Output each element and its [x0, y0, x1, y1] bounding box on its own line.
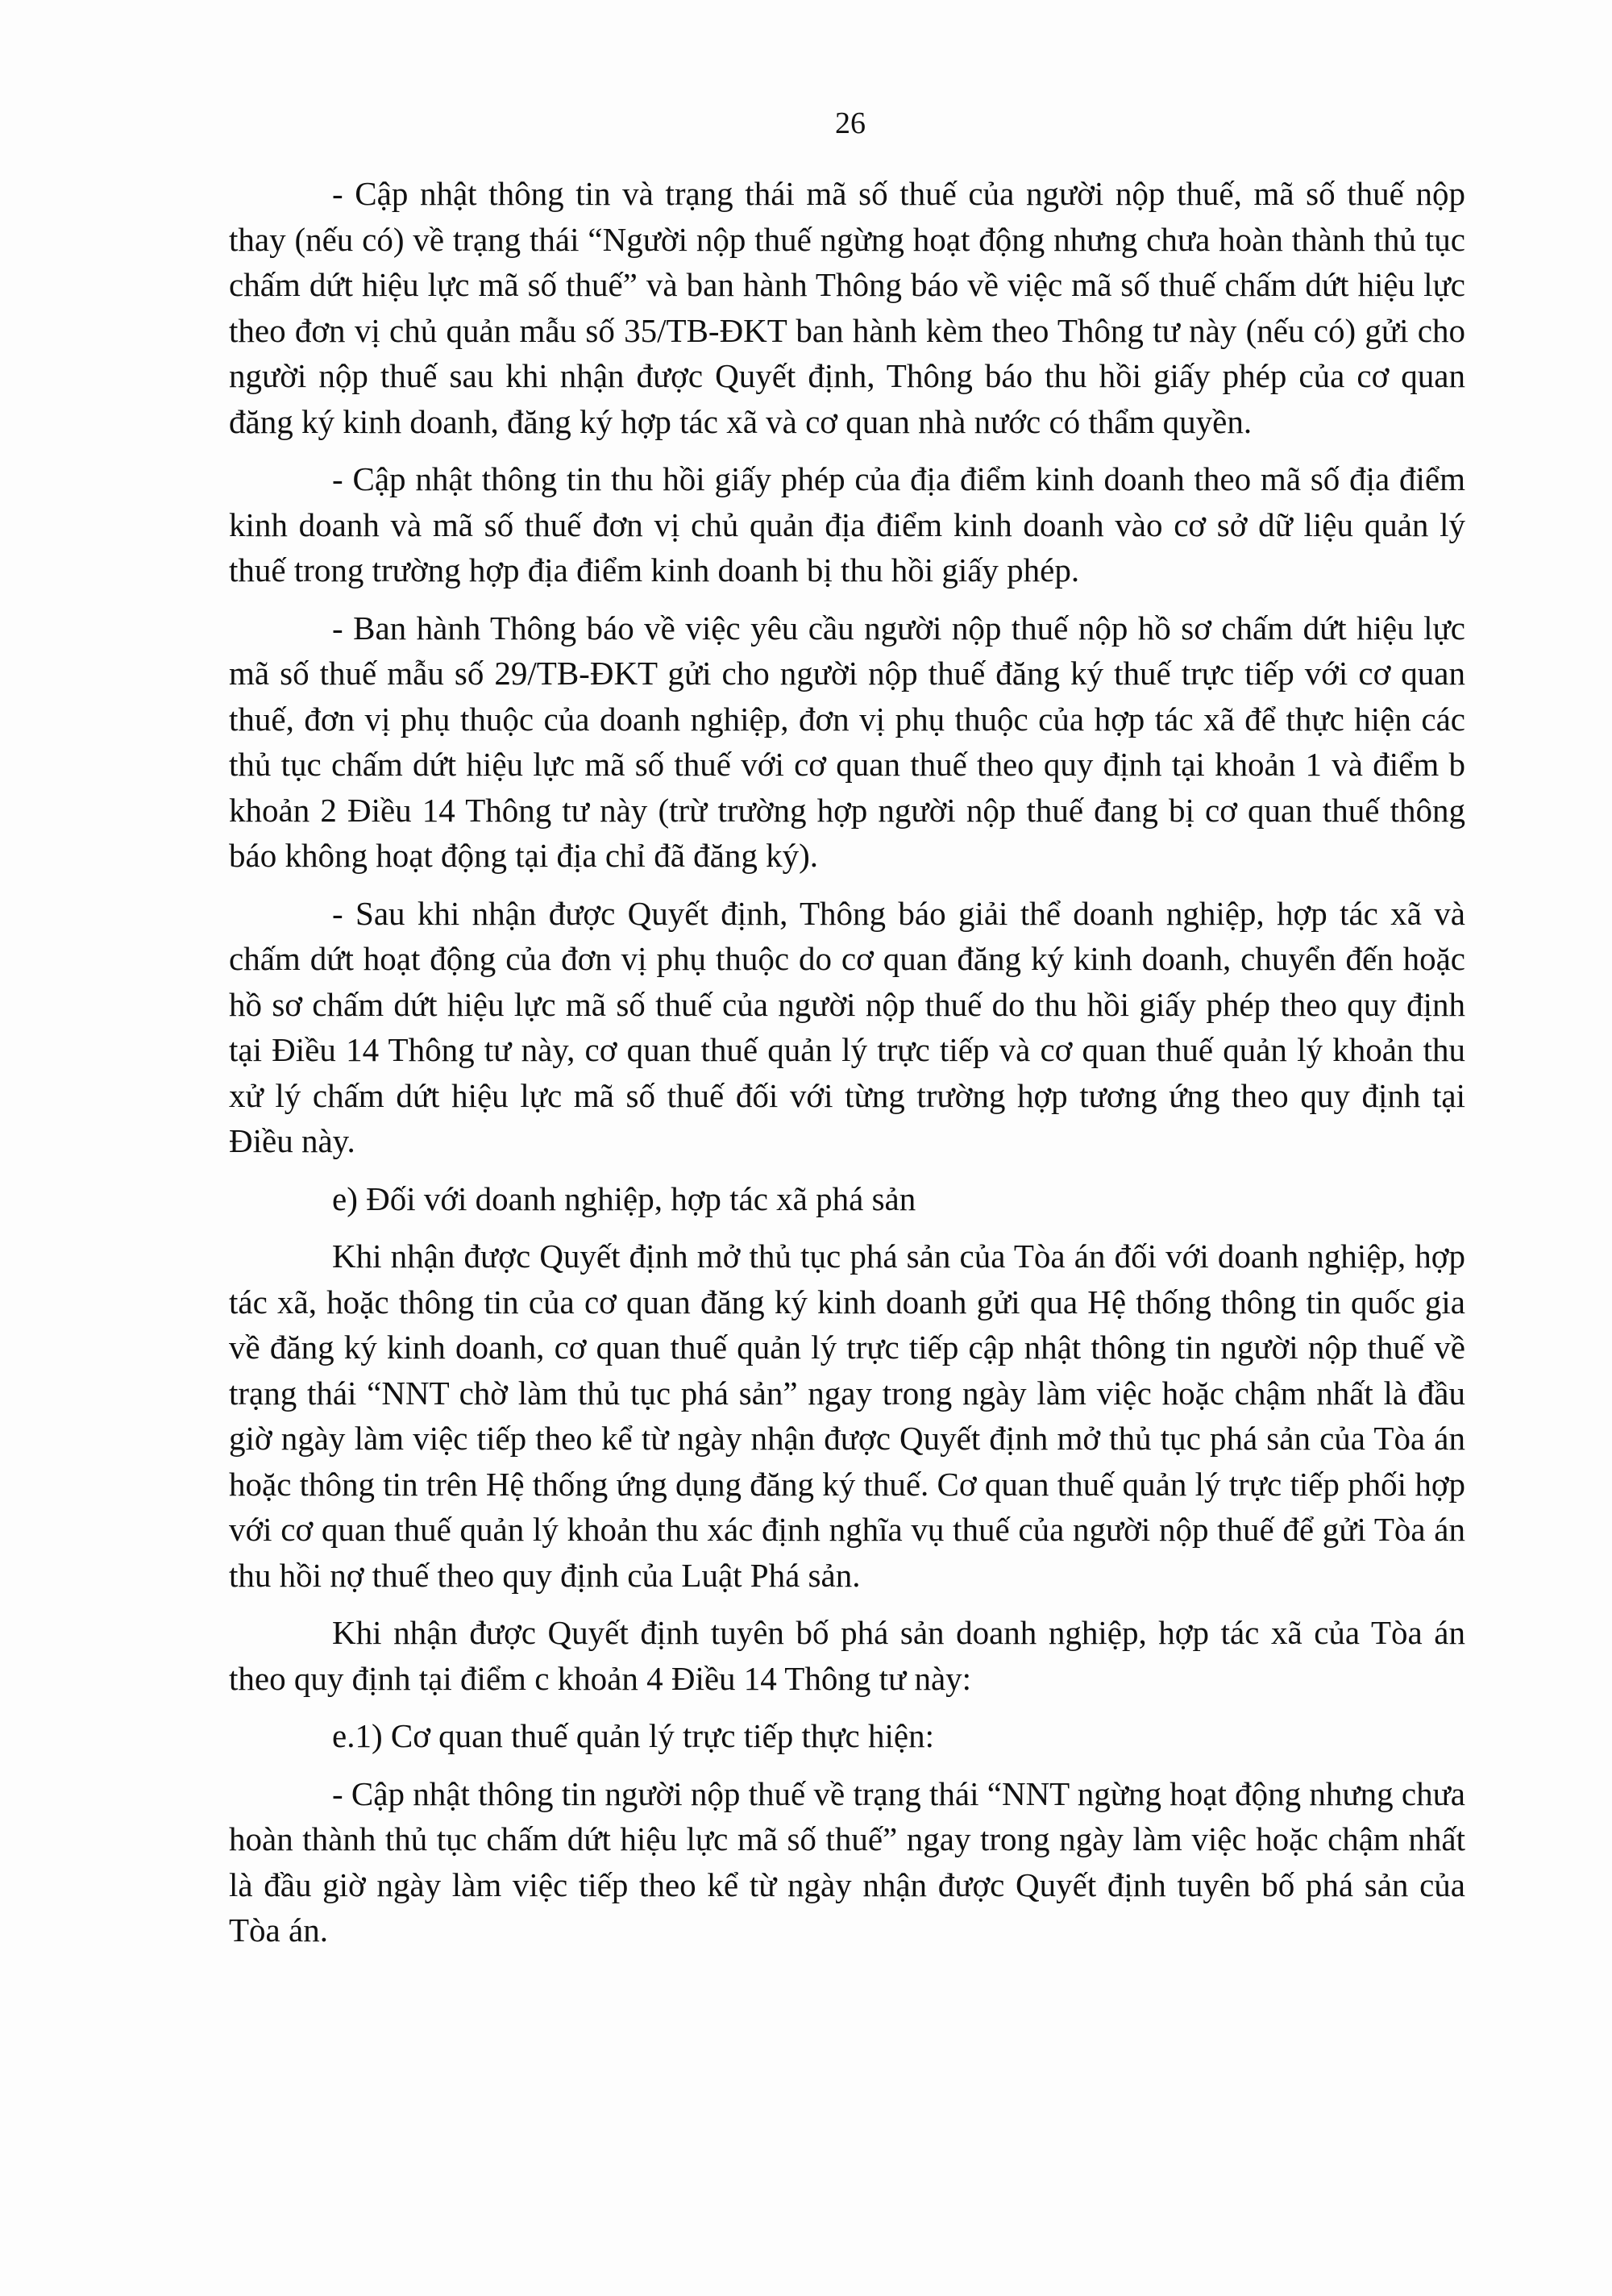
subsection-heading-e1: e.1) Cơ quan thuế quản lý trực tiếp thực hiện:	[332, 1717, 934, 1754]
document-body	[229, 171, 1465, 1965]
paragraph-issue-notice: - Ban hành Thông báo về việc yêu cầu người nộp thuế nộp hồ sơ chấm dứt hiệu lực mã số thuế mẫu số 29/TB-ĐKT gửi cho người nộp thuế đăng ký thuế trực tiếp với cơ quan thuế, đơn vị phụ thuộc của doanh nghiệp, đơn vị phụ thuộc của hợp tác xã để thực hiện các thủ tục chấm dứt hiệu lực mã số thuế với cơ quan thuế theo quy định tại khoản 1 và điểm b khoản 2 Điều 14 Thông tư này (trừ trường hợp người nộp thuế đang bị cơ quan thuế thông báo không hoạt động tại địa chỉ đã đăng ký).	[229, 609, 1465, 874]
section-heading-bankruptcy: e) Đối với doanh nghiệp, hợp tác xã phá sản	[332, 1179, 916, 1217]
paragraph-update-tax-code-status: - Cập nhật thông tin và trạng thái mã số thuế của người nộp thuế, mã số thuế nộp thay (nếu có) về trạng thái “Người nộp thuế ngừng hoạt động nhưng chưa hoàn thành thủ tục chấm dứt hiệu lực mã số thuế” và ban hành Thông báo về việc mã số thuế chấm dứt hiệu lực theo đơn vị chủ quản mẫu số 35/TB-ĐKT ban hành kèm theo Thông tư này (nếu có) gửi cho người nộp thuế sau khi nhận được Quyết định, Thông báo thu hồi giấy phép của cơ quan đăng ký kinh doanh, đăng ký hợp tác xã và cơ quan nhà nước có thẩm quyền.	[229, 175, 1465, 440]
paragraph-update-taxpayer-status: - Cập nhật thông tin người nộp thuế về trạng thái “NNT ngừng hoạt động nhưng chưa hoàn thành thủ tục chấm dứt hiệu lực mã số thuế” ngay trong ngày làm việc hoặc chậm nhất là đầu giờ ngày làm việc tiếp theo kể từ ngày nhận được Quyết định tuyên bố phá sản của Tòa án.	[229, 1774, 1465, 1949]
paragraph-bankruptcy-declaration: Khi nhận được Quyết định tuyên bố phá sản doanh nghiệp, hợp tác xã của Tòa án theo quy định tại điểm c khoản 4 Điều 14 Thông tư này:	[229, 1614, 1465, 1697]
paragraph-update-business-location: - Cập nhật thông tin thu hồi giấy phép của địa điểm kinh doanh theo mã số địa điểm kinh doanh và mã số thuế đơn vị chủ quản địa điểm kinh doanh vào cơ sở dữ liệu quản lý thuế trong trường hợp địa điểm kinh doanh bị thu hồi giấy phép.	[229, 460, 1465, 589]
paragraph-after-dissolution: - Sau khi nhận được Quyết định, Thông báo giải thể doanh nghiệp, hợp tác xã và chấm dứt hoạt động của đơn vị phụ thuộc do cơ quan đăng ký kinh doanh, chuyển đến hoặc hồ sơ chấm dứt hiệu lực mã số thuế của người nộp thuế do thu hồi giấy phép theo quy định tại Điều 14 Thông tư này, cơ quan thuế quản lý trực tiếp và cơ quan thuế quản lý khoản thu xử lý chấm dứt hiệu lực mã số thuế đối với từng trường hợp tương ứng theo quy định tại Điều này.	[229, 894, 1465, 1159]
paragraph-bankruptcy-procedure: Khi nhận được Quyết định mở thủ tục phá sản của Tòa án đối với doanh nghiệp, hợp tác xã, hoặc thông tin của cơ quan đăng ký kinh doanh gửi qua Hệ thống thông tin quốc gia về đăng ký kinh doanh, cơ quan thuế quản lý trực tiếp cập nhật thông tin người nộp thuế về trạng thái “NNT chờ làm thủ tục phá sản” ngay trong ngày làm việc hoặc chậm nhất là đầu giờ ngày làm việc tiếp theo kể từ ngày nhận được Quyết định mở thủ tục phá sản của Tòa án hoặc thông tin trên Hệ thống ứng dụng đăng ký thuế. Cơ quan thuế quản lý trực tiếp phối hợp với cơ quan thuế quản lý khoản thu xác định nghĩa vụ thuế của người nộp thuế để gửi Tòa án thu hồi nợ thuế theo quy định của Luật Phá sản.	[229, 1237, 1465, 1594]
page-number: 26	[835, 106, 866, 140]
